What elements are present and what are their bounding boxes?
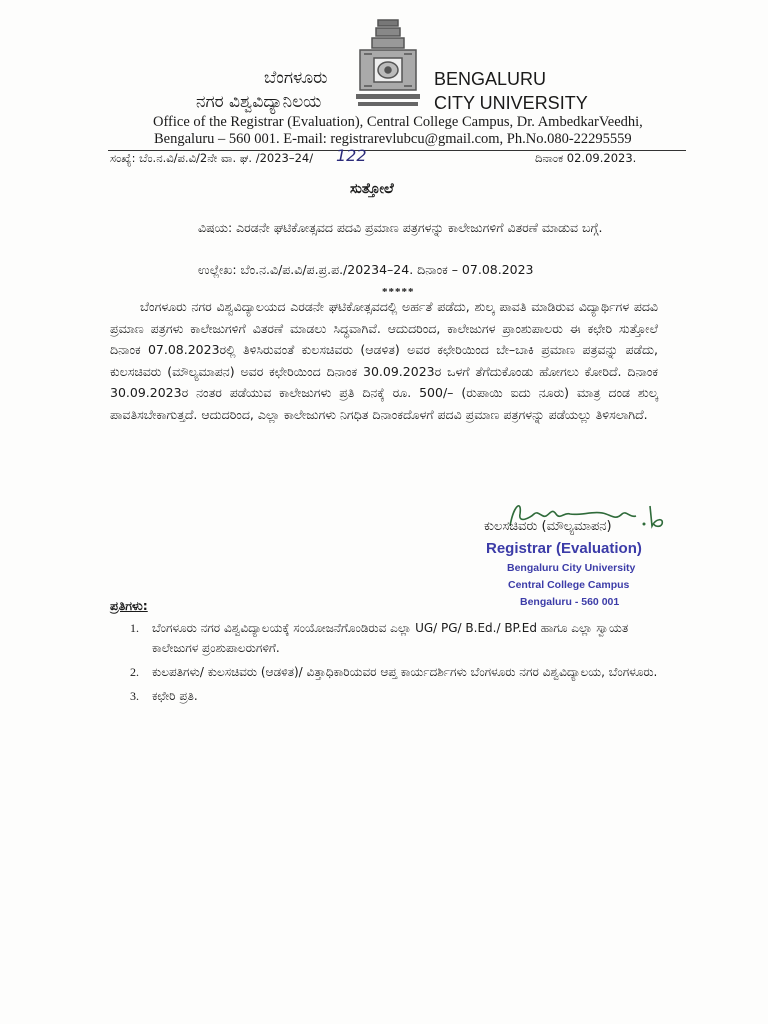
signatory-title-kannada: ಕುಲಸಚಿವರು (ಮೌಲ್ಯಮಾಪನ)	[484, 519, 612, 534]
reference-line: ಉಲ್ಲೇಖ: ಬೆಂ.ನ.ವಿ/ಪ.ವಿ/ಪ.ಪ್ರ.ಪ./20234–24. ದಿನಾಂಕ – 07.08.2023	[198, 262, 534, 277]
copy-item-text: ಕಛೇರಿ ಪ್ರತಿ.	[152, 689, 198, 703]
copy-item	[130, 618, 670, 658]
university-name-en-line2: CITY UNIVERSITY	[434, 93, 588, 113]
copy-item	[130, 686, 670, 706]
university-name-kn-line2: ನಗರ ವಿಶ್ವವಿದ್ಯಾನಿಲಯ	[196, 92, 322, 112]
stamp-line-campus: Central College Campus	[508, 579, 630, 591]
copy-item-number: 2.	[130, 665, 139, 679]
copy-item-text: ಬೆಂಗಳೂರು ನಗರ ವಿಶ್ವವಿದ್ಯಾಲಯಕ್ಕೆ ಸಂಯೋಜನೆಗೊಂಡಿರುವ ಎಲ್ಲಾ UG/ PG/ B.Ed./ BP.Ed ಹಾಗೂ ಎಲ್ಲಾ ಸ್ವಾಯತ ಕಾಲೇಜುಗಳ ಪ್ರಂಶುಪಾಲರುಗಳಿಗೆ.	[152, 621, 629, 655]
separator-stars: *****	[382, 286, 415, 298]
body-paragraph: ಬೆಂಗಳೂರು ನಗರ ವಿಶ್ವವಿದ್ಯಾಲಯದ ಎರಡನೇ ಘಟಿಕೋತ್ಸವದಲ್ಲಿ ಅರ್ಹತೆ ಪಡೆದು, ಶುಲ್ಕ ಪಾವತಿ ಮಾಡಿರುವ ವಿದ್ಯಾರ್ಥಿಗಳ ಪದವಿ ಪ್ರಮಾಣ ಪತ್ರಗಳು ಕಾಲೇಜುಗಳಿಗೆ ವಿತರಣೆ ಮಾಡಲು ಸಿದ್ಧವಾಗಿವೆ. ಆದುದರಿಂದ, ಕಾಲೇಜುಗಳ ಪ್ರಾಂಶುಪಾಲರು ಈ ಕಛೇರಿ ಸುತ್ತೋಲೆ ದಿನಾಂಕ 07.08.2023ರಲ್ಲಿ ತಿಳಿಸಿರುವಂತೆ ಕುಲಸಚಿವರು (ಆಡಳಿತ) ಅವರ ಕಛೇರಿಯಿಂದ ಬೇ–ಬಾಕಿ ಪ್ರಮಾಣ ಪತ್ರವನ್ನು ಪಡೆದು, ಕುಲಸಚಿವರು (ಮೌಲ್ಯಮಾಪನ) ಅವರ ಕಛೇರಿಯಿಂದ ದಿನಾಂಕ 30.09.2023ರ ಒಳಗೆ ತೆಗೆದುಕೊಂಡು ಹೋಗಲು ಕೋರಿದೆ. ದಿನಾಂಕ 30.09.2023ರ ನಂತರ ಪಡೆಯುವ ಕಾಲೇಜುಗಳು ಪ್ರತಿ ದಿನಕ್ಕೆ ರೂ. 500/– (ರುಪಾಯಿ ಐದು ನೂರು) ಮಾತ್ರ ದಂಡ ಶುಲ್ಕ ಪಾವತಿಸಬೇಕಾಗುತ್ತದೆ. ಆದುದರಿಂದ, ಎಲ್ಲಾ ಕಾಲೇಜುಗಳು ನಿಗಧಿತ ದಿನಾಂಕದೊಳಗೆ ಪದವಿ ಪ್ರಮಾಣ ಪತ್ರಗಳನ್ನು ಪಡೆಯಲ್ಲು ತಿಳಿಸಲಾಗಿದೆ.	[110, 299, 658, 422]
copy-item-text: ಕುಲಪತಿಗಳು/ ಕುಲಸಚಿವರು (ಆಡಳಿತ)/ ವಿತ್ತಾಧಿಕಾರಿಯವರ ಆಪ್ತ ಕಾರ್ಯದರ್ಶಿಗಳು ಬೆಂಗಳೂರು ನಗರ ವಿಶ್ವವಿದ್ಯಾಲಯ, ಬೆಂಗಳೂರು.	[152, 665, 658, 679]
office-address-line: Office of the Registrar (Evaluation), Central College Campus, Dr. AmbedkarVeedhi,	[153, 114, 643, 130]
contact-line: Bengaluru – 560 001. E-mail: registrarevlubcu@gmail.com, Ph.No.080-22295559	[154, 131, 632, 147]
university-name-kn-line1: ಬೆಂಗಳೂರು	[264, 68, 328, 88]
subject-line: ವಿಷಯ: ಎರಡನೇ ಘಟಿಕೋತ್ಸವದ ಪದವಿ ಪ್ರಮಾಣ ಪತ್ರಗಳನ್ನು ಕಾಲೇಜುಗಳಿಗೆ ವಿತರಣೆ ಮಾಡುವ ಬಗ್ಗೆ.	[198, 220, 603, 235]
reference-number-handwritten: 122	[336, 146, 367, 165]
stamp-line-university: Bengaluru City University	[507, 562, 636, 574]
copy-item-number: 1.	[130, 621, 139, 635]
university-name-en-line1: BENGALURU	[434, 69, 547, 89]
signatory-title-english: Registrar (Evaluation)	[486, 540, 642, 557]
reference-number-prefix: ಸಂಖ್ಯೆ: ಬೆಂ.ನ.ವಿ/ಪ.ವಿ/2ನೇ ವಾ. ಘ. /2023–24/	[110, 151, 314, 165]
university-name-english	[434, 67, 588, 115]
copy-item-number: 3.	[130, 689, 139, 703]
stamp-line-city: Bengaluru - 560 001	[520, 596, 620, 608]
copies-list	[130, 618, 670, 710]
university-name-kannada	[196, 66, 328, 114]
circular-date: ದಿನಾಂಕ 02.09.2023.	[535, 151, 637, 165]
university-emblem-logo	[352, 18, 424, 118]
copies-heading: ಪ್ರತಿಗಳು:	[110, 598, 148, 613]
circular-title: ಸುತ್ತೋಲೆ	[350, 181, 394, 197]
copy-item	[130, 662, 670, 682]
